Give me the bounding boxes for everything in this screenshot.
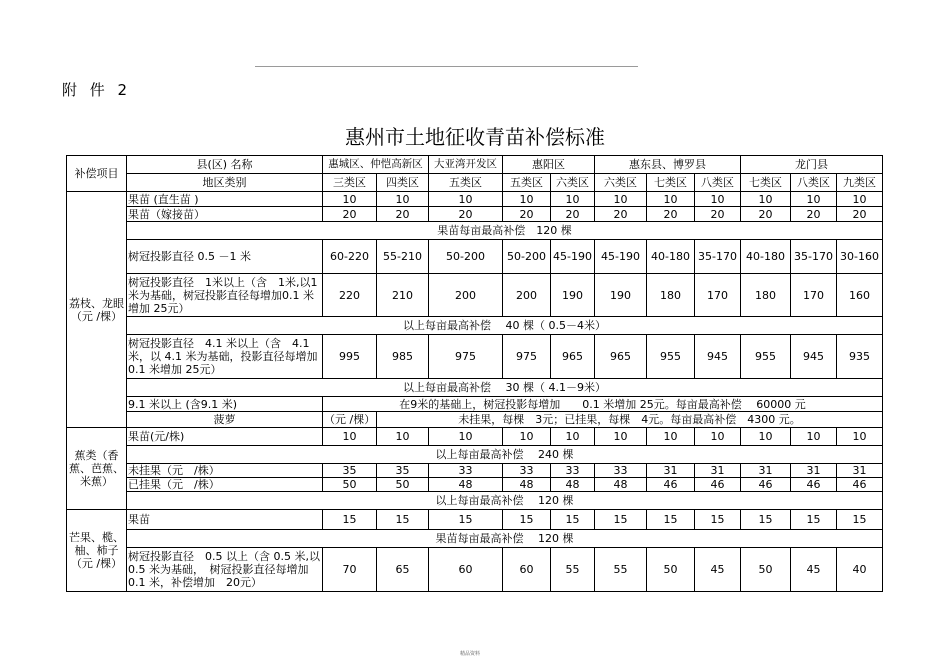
value-cell: 190 <box>551 274 595 317</box>
table-row <box>67 240 883 274</box>
value-cell: 10 <box>595 192 647 207</box>
header-county: 惠城区、仲恺高新区 <box>323 156 429 174</box>
zone-cell: 九类区 <box>837 174 883 192</box>
value-cell: 55-210 <box>377 240 429 274</box>
row-label: 树冠投影直径 0.5 以上（含 0.5 米,以0.5 米为基础， 树冠投影直径每增加 0.1 米，补偿增加 20元） <box>127 548 323 592</box>
header-county: 大亚湾开发区 <box>429 156 503 174</box>
value-cell: 55 <box>595 548 647 592</box>
table-row <box>67 478 883 492</box>
value-cell: 15 <box>377 510 429 530</box>
value-cell: 31 <box>647 464 695 478</box>
note-cell: 以上每亩最高补偿 40 棵（ 0.5－4米） <box>127 317 883 335</box>
row-label: 果苗(元/株) <box>127 428 323 446</box>
value-cell: 10 <box>503 428 551 446</box>
table-row <box>67 207 883 222</box>
note-row <box>67 530 883 548</box>
zone-cell: 五类区 <box>429 174 503 192</box>
value-cell: 20 <box>377 207 429 222</box>
value-cell: 45-190 <box>551 240 595 274</box>
row-label: 树冠投影直径 0.5 －1 米 <box>127 240 323 274</box>
zone-cell: 七类区 <box>647 174 695 192</box>
note-row <box>67 492 883 510</box>
value-cell: 48 <box>551 478 595 492</box>
value-cell: 10 <box>647 192 695 207</box>
value-cell: 30-160 <box>837 240 883 274</box>
value-cell: 20 <box>647 207 695 222</box>
value-cell: 15 <box>837 510 883 530</box>
value-cell: 965 <box>551 335 595 379</box>
value-cell: 10 <box>323 428 377 446</box>
value-cell: 10 <box>695 192 741 207</box>
value-cell: 15 <box>503 510 551 530</box>
table-row <box>67 548 883 592</box>
value-cell: 20 <box>741 207 791 222</box>
value-cell: 10 <box>377 192 429 207</box>
value-cell: 50 <box>377 478 429 492</box>
value-cell: 40-180 <box>741 240 791 274</box>
value-cell: 10 <box>741 192 791 207</box>
value-cell: 985 <box>377 335 429 379</box>
row-label: 树冠投影直径 4.1 米以上（含 4.1米，以 4.1 米为基础，投影直径每增加 0.1 米增加 25元） <box>127 335 323 379</box>
category-mango: 芒果、榄、柚、柿子（元 /棵） <box>67 510 127 592</box>
table-row <box>67 464 883 478</box>
footer-watermark: 精品资料 <box>460 651 481 657</box>
note-cell: 以上每亩最高补偿 30 棵（ 4.1－9米） <box>127 379 883 397</box>
row-label: 果苗 <box>127 510 323 530</box>
zone-cell: 五类区 <box>503 174 551 192</box>
value-cell: 33 <box>551 464 595 478</box>
zone-cell: 六类区 <box>595 174 647 192</box>
value-cell: 15 <box>551 510 595 530</box>
category-pineapple: 菠萝 <box>127 412 323 428</box>
row-label: 果苗（嫁接苗） <box>127 207 323 222</box>
row-label: 已挂果（元 /株） <box>127 478 323 492</box>
value-cell: 20 <box>551 207 595 222</box>
value-cell: 20 <box>695 207 741 222</box>
value-cell: 15 <box>323 510 377 530</box>
value-cell: 35 <box>377 464 429 478</box>
value-cell: 55 <box>551 548 595 592</box>
value-cell: 200 <box>429 274 503 317</box>
value-cell: 200 <box>503 274 551 317</box>
value-cell: 46 <box>837 478 883 492</box>
value-cell: 975 <box>429 335 503 379</box>
value-cell: 190 <box>595 274 647 317</box>
note-cell: 在9米的基础上，树冠投影每增加 0.1 米增加 25元。每亩最高补偿 60000 元 <box>323 397 883 412</box>
value-cell: 50 <box>741 548 791 592</box>
value-cell: 965 <box>595 335 647 379</box>
header-county-label: 县(区) 名称 <box>127 156 323 174</box>
value-cell: 33 <box>503 464 551 478</box>
value-cell: 48 <box>503 478 551 492</box>
value-cell: 995 <box>323 335 377 379</box>
category-banana: 蕉类（香蕉、芭蕉、米蕉） <box>67 428 127 510</box>
value-cell: 945 <box>695 335 741 379</box>
value-cell: 10 <box>429 192 503 207</box>
value-cell: 15 <box>695 510 741 530</box>
note-cell: 果苗每亩最高补偿 120 棵 <box>127 222 883 240</box>
value-cell: 60 <box>503 548 551 592</box>
row-label: （元 /棵） <box>324 413 376 426</box>
header-zone-label: 地区类别 <box>127 174 323 192</box>
value-cell: 10 <box>551 192 595 207</box>
value-cell: 46 <box>695 478 741 492</box>
value-cell: 170 <box>791 274 837 317</box>
note-row <box>67 446 883 464</box>
value-cell: 60-220 <box>323 240 377 274</box>
value-cell: 20 <box>323 207 377 222</box>
value-cell: 35-170 <box>695 240 741 274</box>
value-cell: 10 <box>837 192 883 207</box>
value-cell: 50 <box>323 478 377 492</box>
table-row <box>67 397 883 412</box>
value-cell: 15 <box>741 510 791 530</box>
value-cell: 46 <box>791 478 837 492</box>
value-cell: 975 <box>503 335 551 379</box>
value-cell: 10 <box>377 428 429 446</box>
value-cell: 31 <box>695 464 741 478</box>
header-county: 惠阳区 <box>503 156 595 174</box>
value-cell: 20 <box>837 207 883 222</box>
zone-cell: 六类区 <box>551 174 595 192</box>
note-cell: 未挂果，每棵 3元；已挂果，每棵 4元。每亩最高补偿 4300 元。 <box>377 412 883 428</box>
value-cell: 46 <box>647 478 695 492</box>
header-row-counties <box>67 156 883 174</box>
value-cell: 15 <box>429 510 503 530</box>
note-cell: 以上每亩最高补偿 120 棵 <box>127 492 883 510</box>
value-cell: 35 <box>323 464 377 478</box>
document-title: 惠州市土地征收青苗补偿标准 <box>345 125 605 149</box>
value-cell: 33 <box>429 464 503 478</box>
value-cell: 33 <box>595 464 647 478</box>
value-cell: 40 <box>837 548 883 592</box>
note-row <box>67 317 883 335</box>
value-cell: 50-200 <box>503 240 551 274</box>
value-cell: 70 <box>323 548 377 592</box>
value-cell: 40-180 <box>647 240 695 274</box>
zone-cell: 三类区 <box>323 174 377 192</box>
header-item: 补偿项目 <box>67 156 127 192</box>
value-cell: 15 <box>791 510 837 530</box>
zone-cell: 四类区 <box>377 174 429 192</box>
value-cell: 45-190 <box>595 240 647 274</box>
value-cell: 31 <box>791 464 837 478</box>
value-cell: 48 <box>595 478 647 492</box>
value-cell: 10 <box>323 192 377 207</box>
category-lychee: 荔枝、龙眼（元 /棵） <box>67 192 127 428</box>
row-label: 未挂果（元 /株） <box>127 464 323 478</box>
value-cell: 20 <box>791 207 837 222</box>
value-cell: 20 <box>429 207 503 222</box>
value-cell: 45 <box>791 548 837 592</box>
value-cell: 10 <box>695 428 741 446</box>
value-cell: 50-200 <box>429 240 503 274</box>
compensation-table <box>66 155 883 592</box>
value-cell: 10 <box>429 428 503 446</box>
value-cell: 180 <box>647 274 695 317</box>
value-cell: 10 <box>551 428 595 446</box>
value-cell: 180 <box>741 274 791 317</box>
value-cell: 15 <box>647 510 695 530</box>
value-cell: 935 <box>837 335 883 379</box>
zone-cell: 八类区 <box>791 174 837 192</box>
header-county: 龙门县 <box>741 156 883 174</box>
row-label: 9.1 米以上 (含9.1 米) <box>127 397 323 412</box>
value-cell: 35-170 <box>791 240 837 274</box>
zone-cell: 八类区 <box>695 174 741 192</box>
table-row <box>67 510 883 530</box>
note-row <box>67 379 883 397</box>
value-cell: 220 <box>323 274 377 317</box>
table-row <box>67 428 883 446</box>
value-cell: 160 <box>837 274 883 317</box>
value-cell: 10 <box>647 428 695 446</box>
value-cell: 170 <box>695 274 741 317</box>
value-cell: 48 <box>429 478 503 492</box>
value-cell: 955 <box>647 335 695 379</box>
value-cell: 955 <box>741 335 791 379</box>
row-label: 树冠投影直径 1米以上（含 1米,以1米为基础，树冠投影直径每增加0.1 米增加 25元） <box>127 274 323 317</box>
header-row-zones <box>67 174 883 192</box>
zone-cell: 七类区 <box>741 174 791 192</box>
value-cell: 46 <box>741 478 791 492</box>
value-cell: 945 <box>791 335 837 379</box>
note-cell: 果苗每亩最高补偿 120 棵 <box>127 530 883 548</box>
value-cell: 10 <box>741 428 791 446</box>
value-cell: 10 <box>837 428 883 446</box>
value-cell: 45 <box>695 548 741 592</box>
note-cell: 以上每亩最高补偿 240 棵 <box>127 446 883 464</box>
value-cell: 20 <box>503 207 551 222</box>
value-cell: 60 <box>429 548 503 592</box>
value-cell: 31 <box>837 464 883 478</box>
appendix-label: 附 件 2 <box>62 81 132 99</box>
value-cell: 65 <box>377 548 429 592</box>
table-row <box>67 412 883 428</box>
note-row <box>67 222 883 240</box>
table-row <box>67 274 883 317</box>
top-rule <box>255 66 638 67</box>
row-label: 果苗 (直生苗 ) <box>127 192 323 207</box>
value-cell: 10 <box>791 192 837 207</box>
value-cell: 15 <box>595 510 647 530</box>
value-cell: 10 <box>791 428 837 446</box>
table-row <box>67 192 883 207</box>
value-cell: 31 <box>741 464 791 478</box>
value-cell: 10 <box>595 428 647 446</box>
header-county: 惠东县、博罗县 <box>595 156 741 174</box>
value-cell: 10 <box>503 192 551 207</box>
value-cell: 50 <box>647 548 695 592</box>
value-cell: 20 <box>595 207 647 222</box>
value-cell: 210 <box>377 274 429 317</box>
table-row <box>67 335 883 379</box>
